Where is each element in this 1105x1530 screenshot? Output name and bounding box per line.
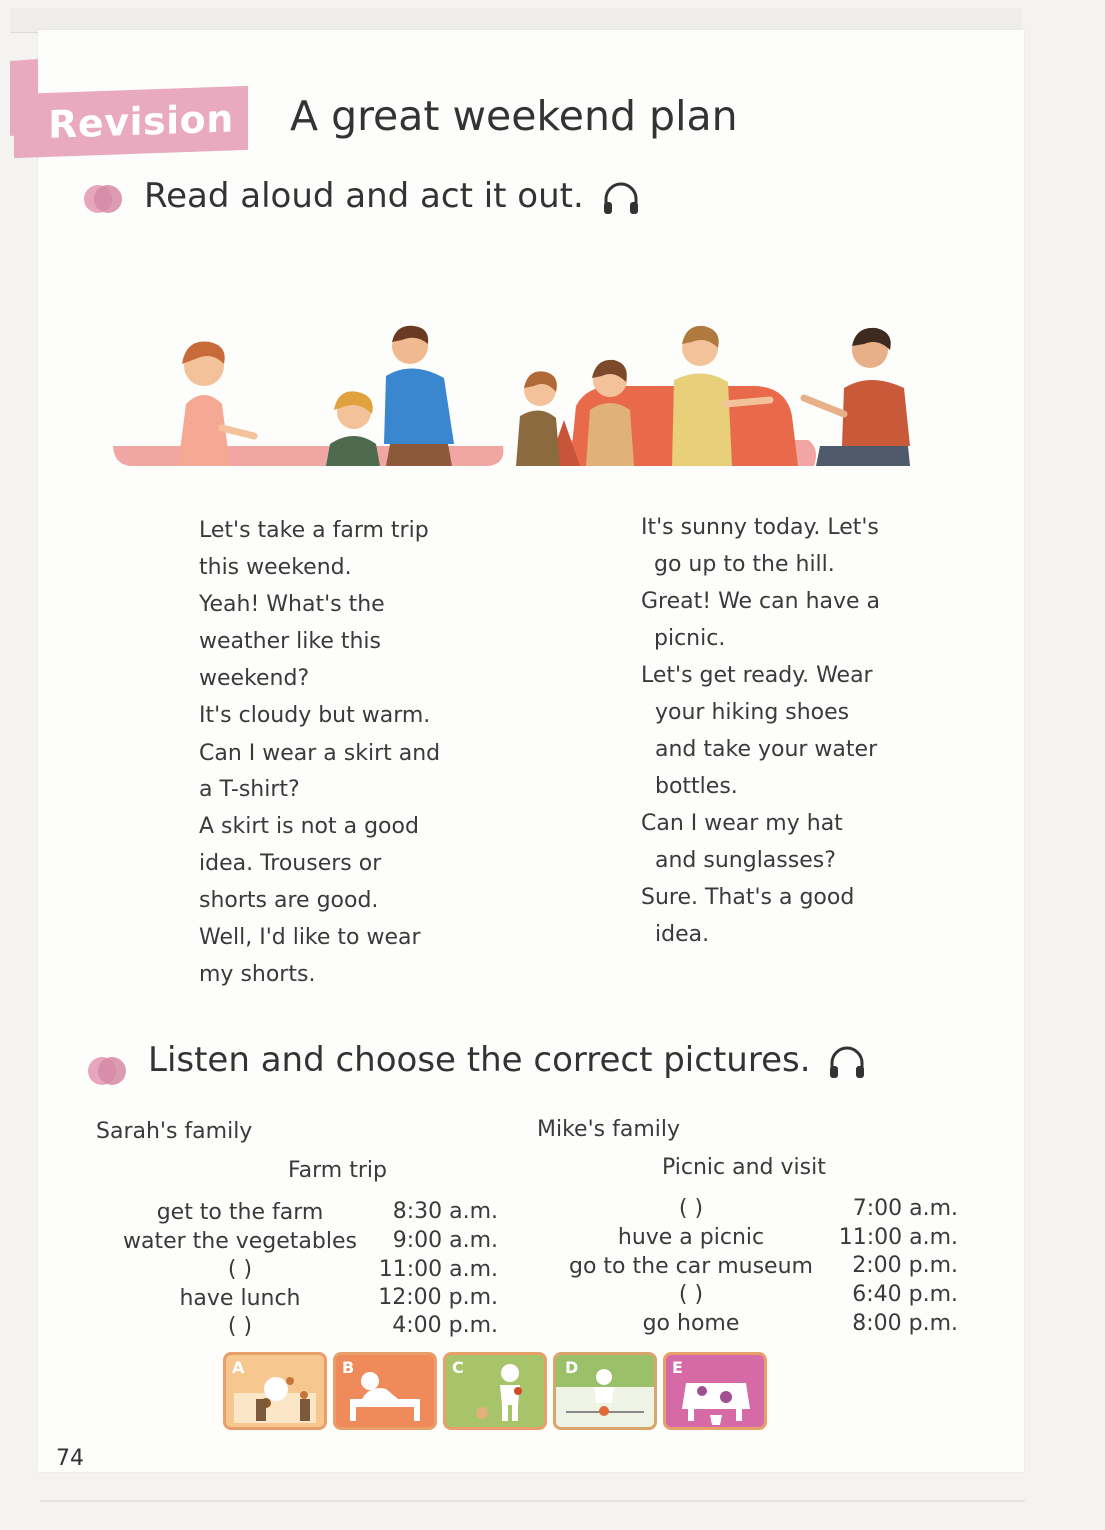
dialogue-line: weekend? bbox=[199, 666, 310, 691]
dialogue-line: bottles. bbox=[655, 774, 738, 799]
dialogue-line: and sunglasses? bbox=[655, 848, 836, 873]
schedule-time: 8:30 a.m. bbox=[392, 1199, 498, 1224]
schedule-activity: get to the farm bbox=[156, 1200, 324, 1225]
schedule-blank[interactable]: ( ) bbox=[678, 1282, 704, 1307]
section-heading-text: Listen and choose the correct pictures. bbox=[148, 1040, 811, 1080]
picture-e[interactable] bbox=[663, 1352, 767, 1430]
schedule-time: 2:00 p.m. bbox=[852, 1253, 958, 1278]
schedule-blank[interactable]: ( ) bbox=[227, 1314, 253, 1339]
schedule-blank[interactable]: ( ) bbox=[227, 1257, 253, 1282]
page-title: A great weekend plan bbox=[290, 92, 738, 140]
page-number: 74 bbox=[56, 1446, 84, 1471]
picture-letter: E bbox=[672, 1358, 683, 1377]
dialogue-line: Well, I'd like to wear bbox=[199, 925, 421, 950]
scan-edge-bottom bbox=[40, 1500, 1025, 1502]
schedule-time: 11:00 a.m. bbox=[378, 1257, 498, 1282]
schedule-time: 7:00 a.m. bbox=[852, 1196, 958, 1221]
section-bullet-icon bbox=[84, 185, 122, 215]
schedule-time: 4:00 p.m. bbox=[392, 1313, 498, 1338]
schedule-blank[interactable]: ( ) bbox=[678, 1196, 704, 1221]
dialogue-line: shorts are good. bbox=[199, 888, 379, 913]
scene-right bbox=[516, 326, 910, 466]
section-heading-text: Read aloud and act it out. bbox=[144, 176, 584, 216]
picture-letter: A bbox=[232, 1358, 245, 1377]
family-label: Sarah's family bbox=[96, 1119, 253, 1144]
revision-tab bbox=[14, 86, 248, 158]
dialogue-line: Sure. That's a good bbox=[641, 885, 855, 910]
headphones-icon[interactable] bbox=[601, 179, 641, 217]
dialogue-line: weather like this bbox=[199, 629, 382, 654]
schedule-activity: have lunch bbox=[179, 1286, 301, 1311]
section-heading-listen bbox=[148, 1040, 867, 1081]
dialogue-line: Great! We can have a bbox=[641, 589, 881, 614]
schedule-title: Picnic and visit bbox=[662, 1155, 826, 1180]
headphones-icon[interactable] bbox=[827, 1043, 867, 1081]
schedule-activity: huve a picnic bbox=[617, 1225, 765, 1250]
dialogue-line: Let's get ready. Wear bbox=[641, 663, 873, 688]
picture-d[interactable] bbox=[553, 1352, 657, 1430]
dialogue-line: and take your water bbox=[655, 737, 878, 762]
section-bullet-icon bbox=[88, 1057, 126, 1087]
schedule-activity: go home bbox=[642, 1311, 740, 1336]
dialogue-line: Let's take a farm trip bbox=[199, 518, 429, 543]
schedule-title: Farm trip bbox=[288, 1158, 387, 1183]
schedule-time: 9:00 a.m. bbox=[392, 1228, 498, 1253]
dialogue-line: Can I wear a skirt and bbox=[199, 741, 441, 766]
dialogue-line: this weekend. bbox=[199, 555, 352, 580]
picture-b[interactable] bbox=[333, 1352, 437, 1430]
revision-label: Revision bbox=[48, 96, 234, 147]
dialogue-line: picnic. bbox=[654, 626, 726, 651]
schedule-time: 8:00 p.m. bbox=[852, 1311, 958, 1336]
picture-a[interactable] bbox=[223, 1352, 327, 1430]
dialogue-line: go up to the hill. bbox=[654, 552, 835, 577]
picture-letter: C bbox=[452, 1358, 464, 1377]
family-illustration bbox=[108, 316, 913, 468]
dialogue-line: your hiking shoes bbox=[655, 700, 850, 725]
picture-letter: B bbox=[342, 1358, 355, 1377]
picture-letter: D bbox=[562, 1358, 581, 1377]
schedule-activity: water the vegetables bbox=[122, 1229, 357, 1254]
family-label: Mike's family bbox=[537, 1117, 680, 1142]
schedule-time: 11:00 a.m. bbox=[838, 1225, 958, 1250]
dialogue-line: idea. Trousers or bbox=[199, 851, 382, 876]
dialogue-line: Yeah! What's the bbox=[199, 592, 385, 617]
schedule-time: 12:00 p.m. bbox=[378, 1285, 498, 1310]
section-heading-read-aloud bbox=[144, 176, 641, 217]
dialogue-line: A skirt is not a good bbox=[199, 814, 419, 839]
schedule-time: 6:40 p.m. bbox=[852, 1282, 958, 1307]
schedule-activity: go to the car museum bbox=[569, 1254, 813, 1279]
dialogue-line: Can I wear my hat bbox=[641, 811, 843, 836]
dialogue-line: It's sunny today. Let's bbox=[641, 515, 879, 540]
picture-c[interactable] bbox=[443, 1352, 547, 1430]
dialogue-line: a T-shirt? bbox=[199, 777, 300, 802]
dialogue-line: my shorts. bbox=[199, 962, 316, 987]
scene-left bbox=[113, 326, 503, 466]
dialogue-line: It's cloudy but warm. bbox=[199, 703, 431, 728]
dialogue-line: idea. bbox=[655, 922, 710, 947]
